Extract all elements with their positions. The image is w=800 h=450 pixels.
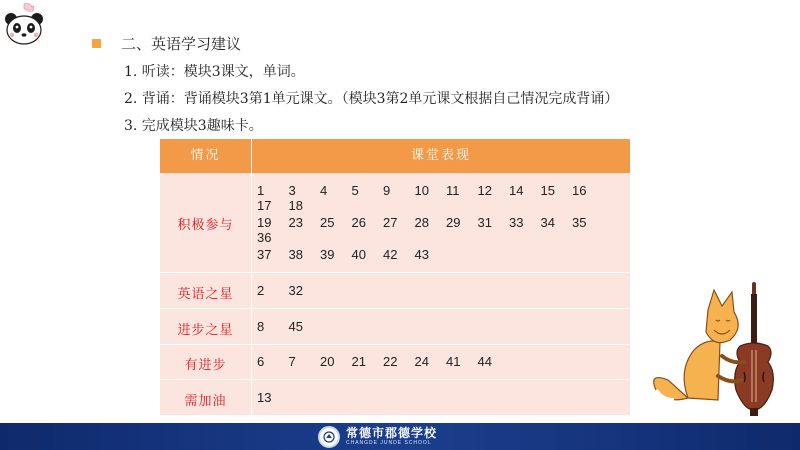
numbers-line [257,183,627,213]
student-number: 38 [288,247,303,262]
student-number: 18 [288,198,303,213]
student-number: 43 [414,247,429,262]
student-number: 31 [477,215,492,230]
student-number: 8 [257,319,265,334]
student-number: 23 [288,215,303,230]
category-english-star: 英语之星 [177,287,234,302]
student-number: 40 [351,247,366,262]
numbers-line [257,319,627,334]
student-number: 11 [446,183,460,198]
student-number: 26 [351,215,366,230]
fox-cello-illustration [648,280,788,420]
category-improved: 有进步 [184,358,227,373]
header-situation: 情况 [190,148,221,163]
student-number: 34 [540,215,555,230]
student-number: 12 [477,183,492,198]
student-number: 28 [414,215,429,230]
student-number: 24 [414,354,429,369]
column-divider [251,139,252,415]
numbers-line [257,247,627,262]
row-divider [160,308,630,309]
suggestion-line-3: 3. 完成模块3趣味卡。 [124,118,263,134]
student-number: 44 [477,354,492,369]
table-header [160,139,630,173]
bullet-square-icon [92,39,101,48]
student-number: 25 [320,215,335,230]
student-number: 41 [446,354,461,369]
student-number: 6 [257,354,265,369]
performance-table [160,139,630,415]
student-number: 29 [446,215,461,230]
student-number: 2 [257,283,265,298]
category-active-participation: 积极参与 [177,218,234,233]
student-number: 13 [257,390,272,405]
student-number: 21 [351,354,366,369]
student-number: 32 [288,283,303,298]
student-number: 15 [540,183,555,198]
suggestion-line-1: 1. 听读：模块3课文，单词。 [124,64,305,80]
school-logo-icon [318,426,340,448]
student-number: 14 [509,183,524,198]
numbers-line [257,354,627,369]
student-number: 42 [383,247,398,262]
header-class-performance: 课堂表现 [410,148,471,163]
student-number: 35 [572,215,587,230]
category-needs-effort: 需加油 [184,394,227,409]
student-number: 16 [572,183,587,198]
student-number: 27 [383,215,398,230]
student-number: 37 [257,247,272,262]
numbers-line [257,215,627,245]
student-number: 36 [257,230,272,245]
footer-band [0,423,800,450]
student-number: 9 [383,183,391,198]
student-number: 7 [288,354,296,369]
suggestion-line-2: 2. 背诵：背诵模块3第1单元课文。（模块3第2单元课文根据自己情况完成背诵） [124,91,619,107]
student-number: 4 [320,183,328,198]
panda-icon [2,2,46,48]
student-number: 19 [257,215,272,230]
category-progress-star: 进步之星 [177,323,234,338]
student-number: 22 [383,354,398,369]
student-number: 3 [288,183,296,198]
student-number: 20 [320,354,335,369]
student-number: 45 [288,319,303,334]
school-name: 常德市郡德学校 [346,426,438,440]
school-logo [318,425,437,448]
student-number: 39 [320,247,335,262]
row-divider [160,379,630,380]
student-number: 1 [257,183,265,198]
numbers-line [257,283,627,298]
student-number: 33 [509,215,524,230]
school-name-en: CHANGDE JUNDE SCHOOL [346,440,432,446]
student-number: 10 [414,183,429,198]
heading-text: 二、英语学习建议 [121,34,242,53]
numbers-line [257,390,627,405]
row-divider [160,272,630,273]
section-heading [92,33,241,53]
student-number: 17 [257,198,272,213]
row-divider [160,344,630,345]
student-number: 5 [351,183,359,198]
